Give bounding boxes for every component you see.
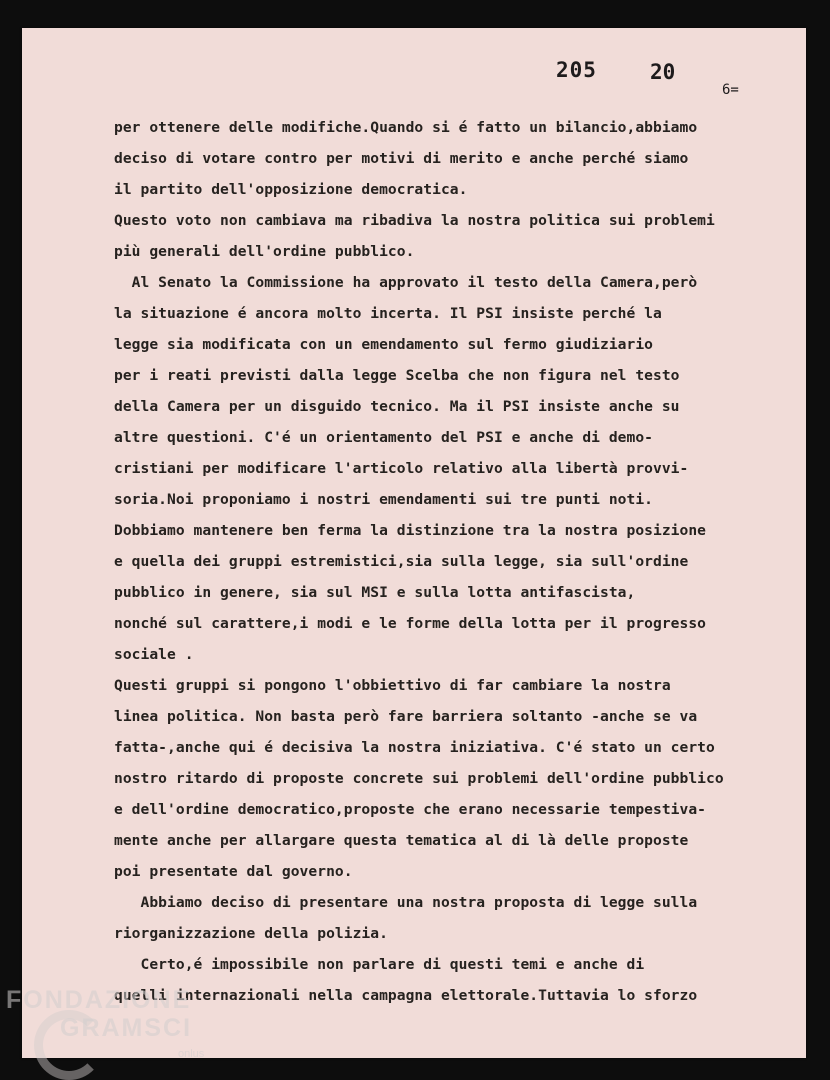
text-line: della Camera per un disguido tecnico. Ma il PSI insiste anche su [114, 398, 680, 415]
text-line: fatta-,anche qui é decisiva la nostra iniziativa. C'é stato un certo [114, 739, 715, 756]
text-line: Questi gruppi si pongono l'obbiettivo di far cambiare la nostra [114, 677, 671, 694]
text-line: nonché sul carattere,i modi e le forme della lotta per il progresso [114, 615, 707, 632]
typewritten-body [114, 112, 796, 1011]
watermark-line1: FONDAZIONE [6, 986, 192, 1014]
text-line: soria.Noi proponiamo i nostri emendamenti sui tre punti noti. [114, 491, 654, 508]
text-line: più generali dell'ordine pubblico. [114, 243, 415, 260]
page-number-secondary: 20 [650, 60, 676, 84]
text-line: Abbiamo deciso di presentare una nostra proposta di legge sulla [114, 894, 698, 911]
text-line: il partito dell'opposizione democratica. [114, 181, 468, 198]
text-line: nostro ritardo di proposte concrete sui problemi dell'ordine pubblico [114, 770, 724, 787]
text-line: per i reati previsti dalla legge Scelba che non figura nel testo [114, 367, 680, 384]
watermark-line2: GRAMSCI [60, 1014, 193, 1042]
text-line: Al Senato la Commissione ha approvato il testo della Camera,però [114, 274, 698, 291]
text-line: Dobbiamo mantenere ben ferma la distinzione tra la nostra posizione [114, 522, 707, 539]
text-line: altre questioni. C'é un orientamento del PSI e anche di demo- [114, 429, 654, 446]
text-line: pubblico in genere, sia sul MSI e sulla lotta antifascista, [114, 584, 636, 601]
watermark-suffix: onlus [178, 1048, 205, 1060]
text-line: quelli internazionali nella campagna elettorale.Tuttavia lo sforzo [114, 987, 698, 1004]
text-line: Certo,é impossibile non parlare di questi temi e anche di [114, 956, 645, 973]
text-line: la situazione é ancora molto incerta. Il PSI insiste perché la [114, 305, 662, 322]
text-line: e quella dei gruppi estremistici,sia sulla legge, sia sull'ordine [114, 553, 689, 570]
text-line: linea politica. Non basta però fare barriera soltanto -anche se va [114, 708, 698, 725]
document-page [22, 28, 806, 1058]
text-line: riorganizzazione della polizia. [114, 925, 388, 942]
text-line: cristiani per modificare l'articolo relativo alla libertà provvi- [114, 460, 689, 477]
text-line: legge sia modificata con un emendamento sul fermo giudiziario [114, 336, 654, 353]
sheet-number: 6= [722, 82, 739, 98]
text-line: mente anche per allargare questa tematica al di là delle proposte [114, 832, 689, 849]
page-number-main: 205 [556, 58, 597, 82]
text-line: e dell'ordine democratico,proposte che erano necessarie tempestiva- [114, 801, 707, 818]
text-line: poi presentate dal governo. [114, 863, 353, 880]
text-line: Questo voto non cambiava ma ribadiva la nostra politica sui problemi [114, 212, 715, 229]
text-line: per ottenere delle modifiche.Quando si é fatto un bilancio,abbiamo [114, 119, 698, 136]
text-line: deciso di votare contro per motivi di merito e anche perché siamo [114, 150, 689, 167]
text-line: sociale . [114, 646, 194, 663]
